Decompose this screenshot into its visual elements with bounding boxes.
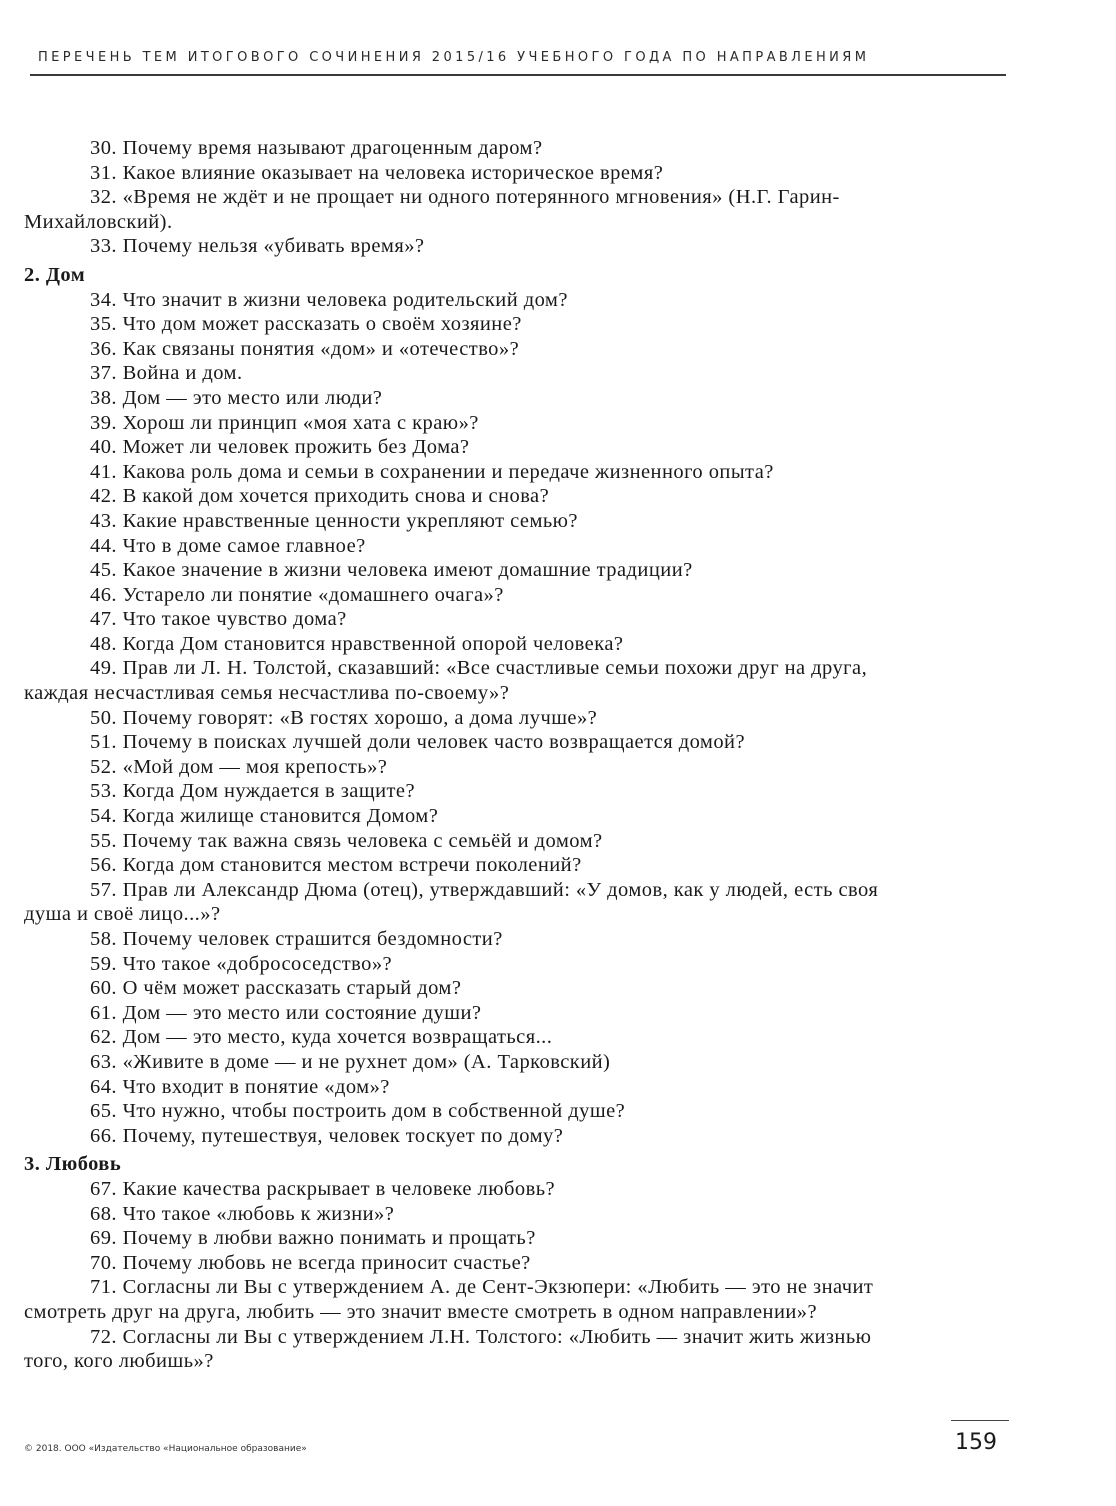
- item-number: 62.: [90, 1026, 117, 1049]
- item-text: Когда Дом нуждается в защите?: [122, 780, 416, 803]
- list-item: [24, 460, 899, 485]
- item-text: Что входит в понятие «дом»?: [122, 1075, 390, 1098]
- item-text: «Живите в доме — и не рухнет дом» (А. Тарковский): [122, 1050, 611, 1073]
- list-item: [24, 927, 899, 952]
- item-text: «Время не ждёт и не прощает ни одного потерянного мгновения» (Н.Г. Гарин-Михайловский).: [24, 186, 840, 233]
- section: [24, 1148, 899, 1373]
- item-text: Какие нравственные ценности укрепляют семью?: [122, 509, 578, 532]
- item-text: «Мой дом — моя крепость»?: [122, 755, 388, 778]
- item-number: 68.: [90, 1202, 117, 1225]
- item-text: Что такое «любовь к жизни»?: [122, 1202, 395, 1225]
- list-item: [24, 804, 899, 829]
- item-text: Почему время называют драгоценным даром?: [122, 137, 543, 159]
- item-text: В какой дом хочется приходить снова и снова?: [122, 485, 550, 508]
- item-number: 54.: [90, 805, 117, 828]
- item-number: 34.: [90, 288, 117, 311]
- list-item: [24, 1275, 899, 1324]
- item-number: 61.: [90, 1001, 117, 1024]
- item-text: Что нужно, чтобы построить дом в собственной душе?: [122, 1100, 626, 1123]
- item-number: 55.: [90, 829, 117, 852]
- item-number: 43.: [90, 509, 117, 532]
- item-number: 53.: [90, 780, 117, 803]
- item-text: Война и дом.: [122, 362, 243, 385]
- list-item: [24, 411, 899, 436]
- list-item: [24, 829, 899, 854]
- item-number: 66.: [90, 1124, 117, 1147]
- list-item: [24, 1325, 899, 1374]
- item-number: 65.: [90, 1100, 117, 1123]
- list-item: [24, 435, 899, 460]
- item-number: 44.: [90, 534, 117, 557]
- list-item: [24, 185, 899, 234]
- list-item: [24, 1001, 899, 1026]
- item-number: 67.: [90, 1177, 117, 1200]
- list-item: [24, 136, 899, 161]
- list-item: [24, 1177, 899, 1202]
- list-item: [24, 632, 899, 657]
- item-text: Почему, путешествуя, человек тоскует по дому?: [122, 1124, 564, 1147]
- item-text: Почему нельзя «убивать время»?: [122, 235, 425, 258]
- item-number: 48.: [90, 632, 117, 655]
- item-text: Почему любовь не всегда приносит счастье?: [122, 1251, 531, 1274]
- item-number: 32.: [90, 186, 117, 209]
- item-text: Почему так важна связь человека с семьёй и домом?: [122, 829, 603, 852]
- item-number: 52.: [90, 755, 117, 778]
- item-text: Какое значение в жизни человека имеют домашние традиции?: [122, 559, 693, 582]
- item-text: Что дом может рассказать о своём хозяине?: [122, 313, 522, 336]
- item-text: Почему говорят: «В гостях хорошо, а дома лучше»?: [122, 706, 598, 729]
- item-text: Прав ли Александр Дюма (отец), утверждавший: «У домов, как у людей, есть своя душа и своё лицо...»?: [24, 878, 879, 926]
- item-text: Когда Дом становится нравственной опорой человека?: [122, 632, 624, 655]
- item-number: 47.: [90, 608, 117, 631]
- item-text: Что значит в жизни человека родительский дом?: [122, 288, 568, 311]
- list-item: [24, 706, 899, 731]
- item-text: О чём может рассказать старый дом?: [122, 977, 462, 1000]
- section-heading: 2. Дом: [24, 263, 86, 286]
- list-item: [24, 853, 899, 878]
- item-text: Прав ли Л. Н. Толстой, сказавший: «Все счастливые семьи похожи друг на друга, каждая несчастливая семья несчастлива по-своему»?: [24, 657, 868, 705]
- copyright-notice: © 2018. ООО «Издательство «Национальное образование»: [24, 1444, 307, 1454]
- list-item: [24, 1050, 899, 1075]
- item-number: 36.: [90, 337, 117, 360]
- list-item: [24, 161, 899, 186]
- item-number: 42.: [90, 485, 117, 508]
- item-text: Дом — это место или состояние души?: [122, 1001, 482, 1024]
- list-item: [24, 234, 899, 259]
- item-text: Согласны ли Вы с утверждением Л.Н. Толстого: «Любить — значит жить жизнью того, кого любишь»?: [24, 1325, 872, 1373]
- item-number: 37.: [90, 362, 117, 385]
- item-text: Что такое «добрососедство»?: [122, 952, 393, 975]
- list-item: [24, 583, 899, 608]
- item-number: 38.: [90, 386, 117, 409]
- running-head: ПЕРЕЧЕНЬ ТЕМ ИТОГОВОГО СОЧИНЕНИЯ 2015/16 УЧЕБНОГО ГОДА ПО НАПРАВЛЕНИЯМ: [38, 50, 870, 65]
- item-text: Почему в любви важно понимать и прощать?: [122, 1227, 536, 1250]
- page-content: [24, 136, 899, 1374]
- list-item: [24, 558, 899, 583]
- item-text: Когда дом становится местом встречи поколений?: [122, 854, 582, 877]
- item-text: Согласны ли Вы с утверждением А. де Сент-Экзюпери: «Любить — это не значит смотреть друг на друга, любить — это значит вместе смотреть в одном направлении»?: [24, 1276, 874, 1323]
- item-number: 71.: [90, 1276, 117, 1299]
- list-item: [24, 288, 899, 313]
- item-number: 72.: [90, 1325, 117, 1348]
- section-heading: 3. Любовь: [24, 1153, 122, 1176]
- list-item: [24, 484, 899, 509]
- item-text: Почему человек страшится бездомности?: [122, 928, 503, 950]
- item-number: 56.: [90, 854, 117, 877]
- item-number: 50.: [90, 706, 117, 729]
- item-number: 40.: [90, 436, 117, 459]
- item-text: Какова роль дома и семьи в сохранении и передаче жизненного опыта?: [122, 460, 774, 483]
- list-item: [24, 386, 899, 411]
- item-text: Что такое чувство дома?: [122, 608, 347, 631]
- item-number: 70.: [90, 1251, 117, 1274]
- item-text: Хорош ли принцип «моя хата с краю»?: [122, 411, 479, 434]
- list-item: [24, 952, 899, 977]
- item-number: 41.: [90, 460, 117, 483]
- item-number: 46.: [90, 583, 117, 606]
- item-text: Дом — это место или люди?: [122, 386, 383, 409]
- list-item: [24, 1124, 899, 1149]
- list-item: [24, 607, 899, 632]
- list-item: [24, 509, 899, 534]
- list-item: [24, 878, 899, 927]
- item-number: 49.: [90, 657, 117, 680]
- page-number: 159: [955, 1430, 997, 1455]
- sections: [24, 259, 899, 1374]
- item-number: 33.: [90, 235, 117, 258]
- section: [24, 259, 899, 1148]
- item-number: 31.: [90, 161, 117, 184]
- list-item: [24, 656, 899, 705]
- footer-rule: [951, 1420, 1009, 1421]
- item-text: Какое влияние оказывает на человека историческое время?: [122, 161, 664, 184]
- list-item: [24, 1075, 899, 1100]
- item-number: 51.: [90, 731, 117, 754]
- item-number: 63.: [90, 1050, 117, 1073]
- list-item: [24, 1202, 899, 1227]
- item-number: 57.: [90, 878, 117, 901]
- item-text: Когда жилище становится Домом?: [122, 805, 439, 828]
- item-text: Может ли человек прожить без Дома?: [122, 436, 470, 459]
- item-text: Дом — это место, куда хочется возвращаться...: [122, 1026, 553, 1049]
- list-item: [24, 730, 899, 755]
- item-number: 69.: [90, 1227, 117, 1250]
- item-number: 58.: [90, 928, 117, 950]
- intro-list: [24, 136, 899, 259]
- header-rule: [30, 74, 1006, 76]
- list-item: [24, 312, 899, 337]
- list-item: [24, 1099, 899, 1124]
- item-text: Как связаны понятия «дом» и «отечество»?: [122, 337, 520, 360]
- list-item: [24, 361, 899, 386]
- list-item: [24, 534, 899, 559]
- list-item: [24, 976, 899, 1001]
- item-text: Устарело ли понятие «домашнего очага»?: [122, 583, 504, 606]
- list-item: [24, 779, 899, 804]
- list-item: [24, 1226, 899, 1251]
- list-item: [24, 755, 899, 780]
- item-number: 35.: [90, 313, 117, 336]
- item-number: 45.: [90, 559, 117, 582]
- list-item: [24, 1251, 899, 1276]
- item-number: 60.: [90, 977, 117, 1000]
- item-number: 39.: [90, 411, 117, 434]
- item-text: Что в доме самое главное?: [122, 534, 366, 557]
- list-item: [24, 1025, 899, 1050]
- list-item: [24, 337, 899, 362]
- item-number: 30.: [90, 137, 117, 159]
- item-number: 59.: [90, 952, 117, 975]
- item-text: Почему в поисках лучшей доли человек часто возвращается домой?: [122, 731, 746, 754]
- item-text: Какие качества раскрывает в человеке любовь?: [122, 1177, 556, 1200]
- item-number: 64.: [90, 1075, 117, 1098]
